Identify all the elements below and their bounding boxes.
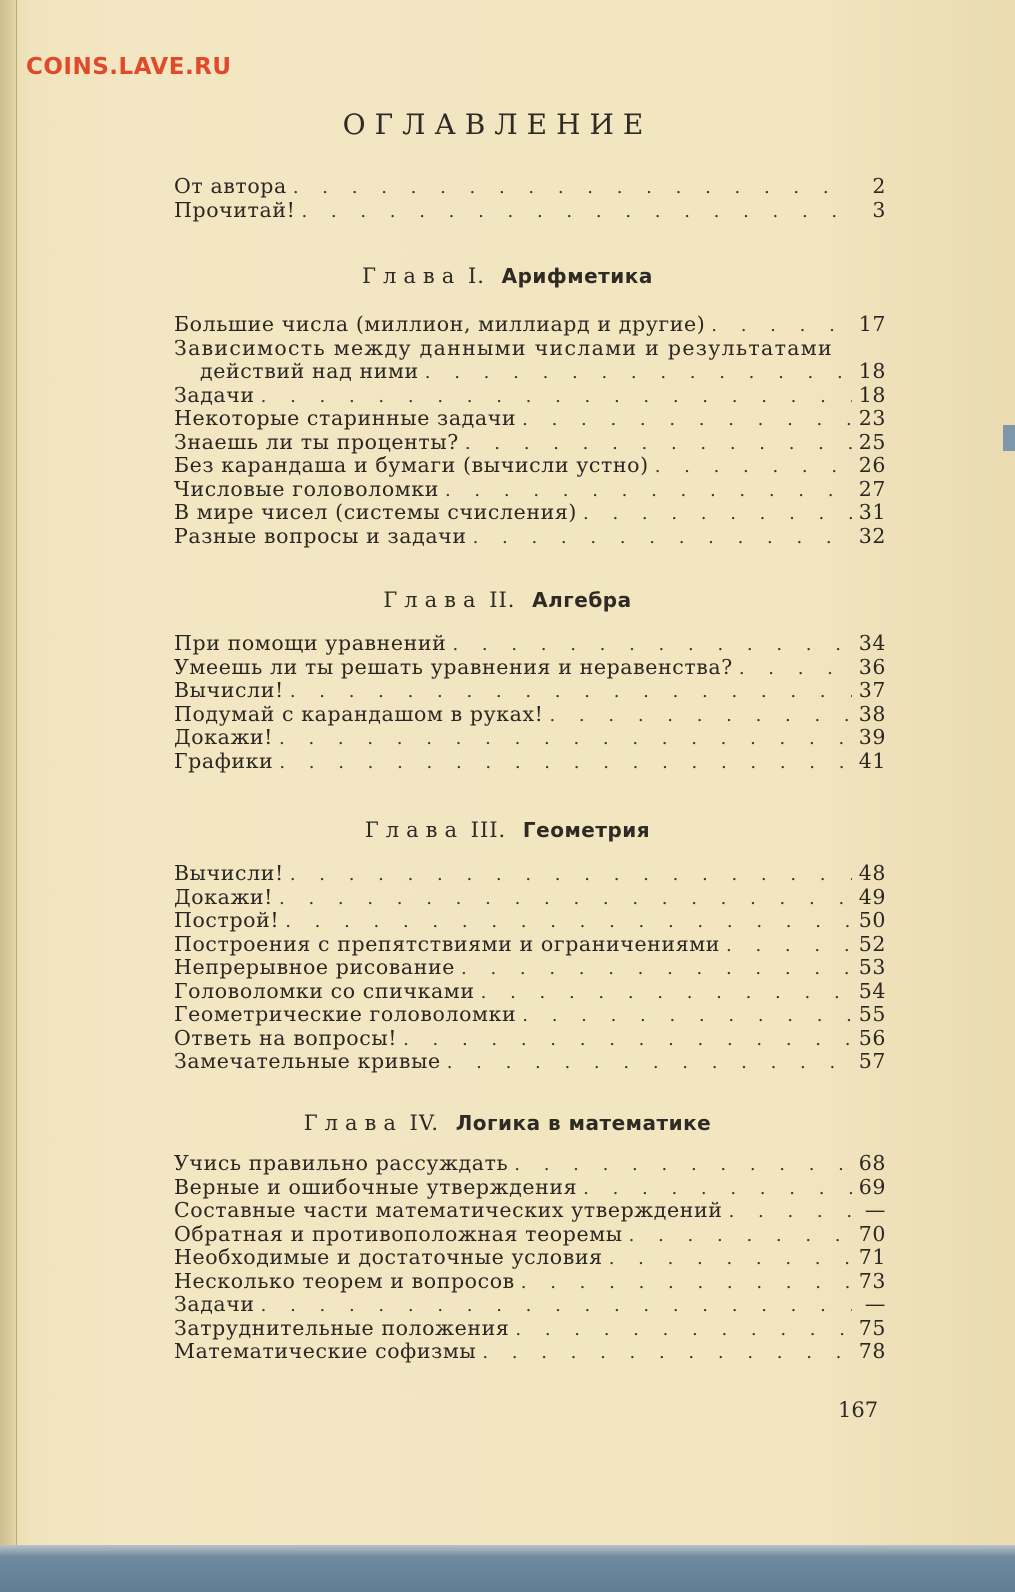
toc-entry-page: 52	[858, 931, 886, 956]
toc-entry-label: Головоломки со спичками	[174, 978, 475, 1003]
toc-entry	[174, 1176, 886, 1200]
chapter-number: II.	[489, 588, 516, 612]
chapter-number: IV.	[409, 1111, 439, 1135]
toc-entry-label: Непрерывное рисование	[174, 955, 455, 979]
chapter-name: Логика в математике	[455, 1111, 712, 1135]
toc-entry-label: Умеешь ли ты решать уравнения и неравенства?	[174, 654, 733, 679]
toc-entry	[174, 1003, 886, 1027]
toc-entry-page: 49	[858, 884, 886, 909]
toc-entry	[174, 862, 886, 886]
toc-entry-page: 53	[858, 955, 886, 979]
toc-entry-label: Несколько теорем и вопросов	[174, 1268, 515, 1293]
toc-entry-label: Числовые головоломки	[174, 476, 439, 501]
toc-entry-page: 56	[858, 1025, 886, 1050]
leader-dots	[726, 934, 852, 958]
toc-entry	[174, 525, 886, 549]
toc-entry	[174, 909, 886, 933]
toc-entry	[174, 1223, 886, 1247]
chapter-word: Глава	[364, 818, 464, 842]
toc-entry	[174, 632, 886, 656]
toc-intro	[174, 175, 886, 222]
leader-dots	[522, 1004, 852, 1028]
toc-entry-label: Большие числа (миллион, миллиард и другие)	[174, 312, 706, 336]
leader-dots	[445, 479, 852, 503]
chapter-word: Глава	[303, 1111, 403, 1135]
cover-edge	[0, 1545, 1015, 1592]
toc-entry-page: 18	[858, 359, 886, 383]
watermark: COINS.LAVE.RU	[26, 54, 232, 80]
toc-entry-page: 18	[858, 382, 886, 407]
toc-entry	[174, 750, 886, 774]
toc-entry-page: 36	[858, 654, 886, 679]
leader-dots	[279, 887, 852, 911]
toc-entry-label: Докажи!	[174, 725, 274, 749]
leader-dots	[583, 502, 852, 526]
toc-entry-page: 55	[858, 1002, 886, 1026]
toc-entry-page: 25	[858, 429, 886, 454]
leader-dots	[482, 1341, 852, 1365]
toc-entry-page: 3	[872, 197, 886, 222]
leader-dots	[290, 863, 852, 887]
toc-entry	[174, 726, 886, 750]
chapter-name: Геометрия	[522, 818, 651, 842]
chapter-heading	[0, 818, 1015, 842]
toc-entry-page: —	[864, 1292, 886, 1316]
chapter-name: Арифметика	[501, 264, 653, 288]
leader-dots	[447, 1051, 852, 1075]
toc-entry-label: Задачи	[174, 1292, 255, 1316]
page-edge-tab	[1003, 425, 1015, 451]
toc-entry-label: Ответь на вопросы!	[174, 1025, 398, 1050]
toc-entry-label: Построй!	[174, 908, 280, 932]
leader-dots	[279, 727, 852, 751]
toc-entry-page: 34	[858, 631, 886, 655]
leader-dots	[452, 633, 852, 657]
chapter-heading	[0, 588, 1015, 612]
leader-dots	[261, 1294, 852, 1318]
chapter-number: III.	[470, 818, 507, 842]
chapter-word: Глава	[383, 588, 483, 612]
toc-entry	[174, 679, 886, 703]
leader-dots	[515, 1318, 852, 1342]
toc-entry-page: 2	[872, 174, 886, 198]
toc-entry	[174, 1050, 886, 1074]
toc-entry	[174, 886, 886, 910]
toc-entry-page: 75	[858, 1315, 886, 1340]
toc-entry-label: Математические софизмы	[174, 1339, 477, 1363]
toc-entry-page: 69	[858, 1174, 886, 1199]
toc-entry-page: 32	[858, 523, 886, 548]
toc-entry	[174, 933, 886, 957]
toc-entry	[174, 407, 886, 431]
toc-entry	[174, 1246, 886, 1270]
leader-dots	[711, 314, 852, 338]
toc-entry-label: Составные части математических утверждений	[174, 1198, 723, 1222]
leader-dots	[549, 704, 852, 728]
chapter-heading	[0, 264, 1015, 288]
leader-dots	[655, 455, 852, 479]
toc-entry	[174, 1270, 886, 1294]
leader-dots	[739, 657, 852, 681]
toc-entry	[174, 656, 886, 680]
leader-dots	[301, 200, 852, 224]
toc-entry-page: —	[864, 1198, 886, 1222]
toc-entry	[174, 1340, 886, 1364]
toc-entry-label: Обратная и противоположная теоремы	[174, 1221, 623, 1246]
toc-entry-label: Некоторые старинные задачи	[174, 406, 517, 430]
leader-dots	[629, 1224, 852, 1248]
toc-entry-label: действий над ними	[200, 359, 419, 383]
leader-dots	[583, 1177, 852, 1201]
leader-dots	[285, 910, 852, 934]
toc-entry	[174, 1317, 886, 1341]
chapter-word: Глава	[362, 264, 462, 288]
toc-entry	[174, 1293, 886, 1317]
toc-entry-page: 54	[858, 978, 886, 1003]
toc-entry-page: 71	[858, 1245, 886, 1269]
toc-entry-label: Верные и ошибочные утверждения	[174, 1174, 578, 1199]
page-number: 167	[838, 1398, 879, 1422]
chapter-number: I.	[467, 264, 485, 288]
toc-entry-page: 27	[858, 476, 886, 501]
toc-entry	[174, 175, 886, 199]
toc-entry-label: Задачи	[174, 382, 255, 407]
toc-chapter-2	[174, 632, 886, 773]
toc-entry	[174, 337, 886, 361]
toc-entry-label: Затруднительные положения	[174, 1315, 510, 1340]
page-title: ОГЛАВЛЕНИЕ	[342, 108, 653, 141]
leader-dots	[461, 957, 852, 981]
toc-entry-label: Зависимость между данными числами и результатами	[174, 335, 833, 360]
toc-entry-label: Вычисли!	[174, 678, 284, 702]
toc-entry-page: 38	[858, 701, 886, 726]
leader-dots	[729, 1200, 852, 1224]
leader-dots	[261, 385, 852, 409]
leader-dots	[279, 751, 852, 775]
toc-chapter-1	[174, 313, 886, 548]
leader-dots	[293, 176, 852, 200]
toc-entry-label: Без карандаша и бумаги (вычисли устно)	[174, 453, 649, 477]
toc-entry-label: Вычисли!	[174, 861, 284, 885]
toc-entry-page: 17	[858, 312, 886, 336]
toc-entry-label: В мире чисел (системы счисления)	[174, 500, 577, 524]
toc-entry	[174, 956, 886, 980]
toc-entry-page: 39	[858, 725, 886, 749]
toc-entry-label: Необходимые и достаточные условия	[174, 1245, 603, 1269]
toc-entry-page: 68	[858, 1151, 886, 1175]
toc-entry-label: Прочитай!	[174, 197, 296, 222]
leader-dots	[290, 680, 852, 704]
toc-entry	[174, 478, 886, 502]
toc-entry-page: 50	[858, 908, 886, 932]
toc-entry-label: При помощи уравнений	[174, 631, 447, 655]
toc-entry-label: Знаешь ли ты проценты?	[174, 429, 459, 454]
toc-entry-page: 57	[858, 1049, 886, 1073]
toc-entry-page: 23	[858, 406, 886, 430]
toc-entry	[174, 360, 886, 384]
leader-dots	[522, 408, 852, 432]
leader-dots	[465, 432, 852, 456]
toc-entry-label: Графики	[174, 748, 274, 773]
toc-entry	[174, 431, 886, 455]
toc-entry-label: Геометрические головоломки	[174, 1002, 517, 1026]
chapter-heading	[0, 1111, 1015, 1135]
leader-dots	[521, 1271, 852, 1295]
toc-entry	[174, 980, 886, 1004]
toc-entry-label: Докажи!	[174, 884, 274, 909]
toc-entry	[174, 313, 886, 337]
toc-entry	[174, 703, 886, 727]
toc-entry-page: 48	[858, 861, 886, 885]
toc-entry-label: Разные вопросы и задачи	[174, 523, 467, 548]
toc-entry	[174, 454, 886, 478]
toc-entry	[174, 501, 886, 525]
toc-entry-page: 70	[858, 1221, 886, 1246]
toc-entry-label: Учись правильно рассуждать	[174, 1151, 509, 1175]
toc-entry	[174, 1199, 886, 1223]
leader-dots	[473, 526, 852, 550]
leader-dots	[481, 981, 852, 1005]
toc-entry-label: Подумай с карандашом в руках!	[174, 701, 544, 726]
toc-chapter-4	[174, 1152, 886, 1364]
toc-chapter-3	[174, 862, 886, 1074]
chapter-name: Алгебра	[532, 588, 632, 612]
toc-entry	[174, 1027, 886, 1051]
toc-entry-page: 73	[858, 1268, 886, 1293]
toc-entry-label: От автора	[174, 174, 287, 198]
toc-entry-page: 41	[858, 748, 886, 773]
leader-dots	[403, 1028, 852, 1052]
leader-dots	[425, 361, 852, 385]
page-binding-edge	[0, 0, 17, 1545]
toc-entry-page: 26	[858, 453, 886, 477]
toc-entry-label: Замечательные кривые	[174, 1049, 441, 1073]
leader-dots	[514, 1153, 852, 1177]
toc-entry	[174, 199, 886, 223]
leader-dots	[609, 1247, 852, 1271]
toc-entry	[174, 1152, 886, 1176]
toc-entry-page: 31	[858, 500, 886, 524]
toc-entry-page: 37	[858, 678, 886, 702]
toc-entry-label: Построения с препятствиями и ограничениями	[174, 931, 721, 956]
toc-entry	[174, 384, 886, 408]
toc-entry-page: 78	[858, 1339, 886, 1363]
